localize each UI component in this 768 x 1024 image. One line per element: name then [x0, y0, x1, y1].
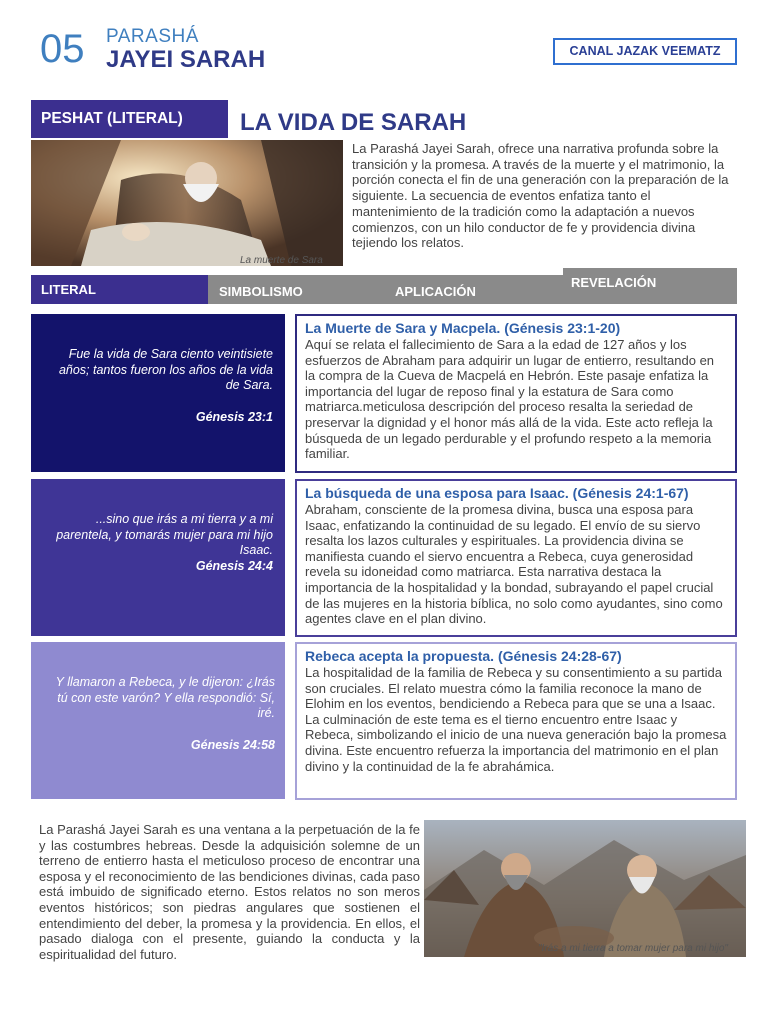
- channel-badge[interactable]: CANAL JAZAK VEEMATZ: [553, 38, 737, 65]
- page-title: JAYEI SARAH: [106, 46, 266, 73]
- card-text: Abraham, consciente de la promesa divina, busca una esposa para Isaac, enfatizando la continuidad de su legado. El envío de su siervo resalta los lazos culturales y espirituales. La providencia divina se manifiesta cuando el siervo encuentra a Rebeca, cuya generosidad revela su idoneidad como matriarca. Esta narrativa destaca la importancia de la hospitalidad y la bondad, subrayando el papel crucial de las mujeres en la historia bíblica, no solo como ayudantes, sino como agentes clave en el plan divino.: [305, 502, 723, 627]
- card-title: Rebeca acepta la propuesta. (Génesis 24:28-67): [305, 648, 622, 664]
- quote-card: [31, 479, 285, 636]
- quote-text: ...sino que irás a mi tierra y a mi parentela, y tomarás mujer para mi hijo Isaac.: [56, 512, 273, 557]
- quote-reference: Génesis 24:4: [195, 558, 273, 573]
- card-text: Aquí se relata el fallecimiento de Sara a la edad de 127 años y los esfuerzos de Abraham para adquirir un lugar de entierro, resultando en la compra de la Cueva de Macpelá en Hebrón. Este pasaje enfatiza la importancia del lugar de reposo final y la estatura de Sara como matriarca.meticulosa descripción del proceso resalta la seriedad de preservar la dignidad y el honor más allá de la vida. Este acto refleja la búsqueda de un legado perdurable y el profundo respeto a la memoria familiar.: [305, 337, 715, 462]
- peshat-label: PESHAT (LITERAL): [31, 100, 228, 138]
- intro-paragraph: La Parashá Jayei Sarah, ofrece una narrativa profunda sobre la transición y la promesa. A través de la muerte y el matrimonio, la porción conecta el fin de una generación con la preparación de la siguiente. La secuencia de eventos enfatiza tanto el mantenimiento de la tradición como la adaptación a nuevos comienzos, con un hilo conductor de fe y providencia divina tejiendo los relatos.: [352, 141, 729, 251]
- quote-text: Y llamaron a Rebeca, y le dijeron: ¿Irás tú con este varón? Y ella respondió: Sí, iré.: [55, 675, 275, 720]
- card-title: La búsqueda de una esposa para Isaac. (Génesis 24:1-67): [305, 485, 689, 501]
- tab-literal[interactable]: LITERAL: [31, 275, 208, 304]
- closing-paragraph: La Parashá Jayei Sarah es una ventana a la perpetuación de la fe y las costumbres hebreas. Desde la adquisición solemne de un terreno de entierro hasta el meticuloso proceso de encontrar una esposa y el reconocimiento de las bendiciones divinas, cada paso está imbuido de significado eterno. Estos relatos no son meros eventos históricos; son piedras angulares que sostienen el entendimiento del deber, la promesa y la providencia. En ellos, el pasado dialoga con el presente, guiando la conducta y la espiritualidad del futuro.: [39, 822, 420, 962]
- content-card: [295, 479, 737, 637]
- abraham-and-servant-illustration: [424, 820, 746, 957]
- image-caption: La muerte de Sara: [240, 255, 323, 266]
- tab-revelacion[interactable]: REVELACIÓN: [563, 268, 737, 290]
- content-card: [295, 642, 737, 800]
- quote-card: [31, 642, 285, 799]
- quote-card: [31, 314, 285, 472]
- parasha-label: PARASHÁ: [106, 26, 199, 47]
- card-title: La Muerte de Sara y Macpela. (Génesis 23:1-20): [305, 320, 621, 336]
- content-card: [295, 314, 737, 473]
- tab-bar: [31, 275, 737, 304]
- image-caption: "Irás a mi tierra a tomar mujer para mi hijo": [538, 943, 728, 954]
- section-heading: LA VIDA DE SARAH: [240, 109, 467, 136]
- card-text: La hospitalidad de la familia de Rebeca y su consentimiento a su partida son cruciales. El relato muestra cómo la familia reconoce la mano de Elohim en los eventos, bendiciendo a Rebeca para que se una a Isaac. La culminación de este tema es el tierno encuentro entre Isaac y Rebeca, simbolizando el inicio de una nueva generación bajo la promesa divina. Este encuentro refuerza la importancia del matrimonio en el plan divino y la continuidad de la fe abrahámica.: [305, 665, 727, 774]
- tab-aplicacion[interactable]: APLICACIÓN: [395, 284, 476, 299]
- quote-reference: Génesis 23:1: [195, 409, 273, 424]
- parasha-number: 05: [40, 27, 85, 71]
- quote-text: Fue la vida de Sara ciento veintisiete años; tantos fueron los años de la vida de Sara.: [58, 347, 273, 392]
- quote-reference: Génesis 24:58: [190, 737, 275, 752]
- tab-simbolismo[interactable]: SIMBOLISMO: [219, 284, 303, 299]
- death-of-sarah-illustration: [31, 140, 343, 266]
